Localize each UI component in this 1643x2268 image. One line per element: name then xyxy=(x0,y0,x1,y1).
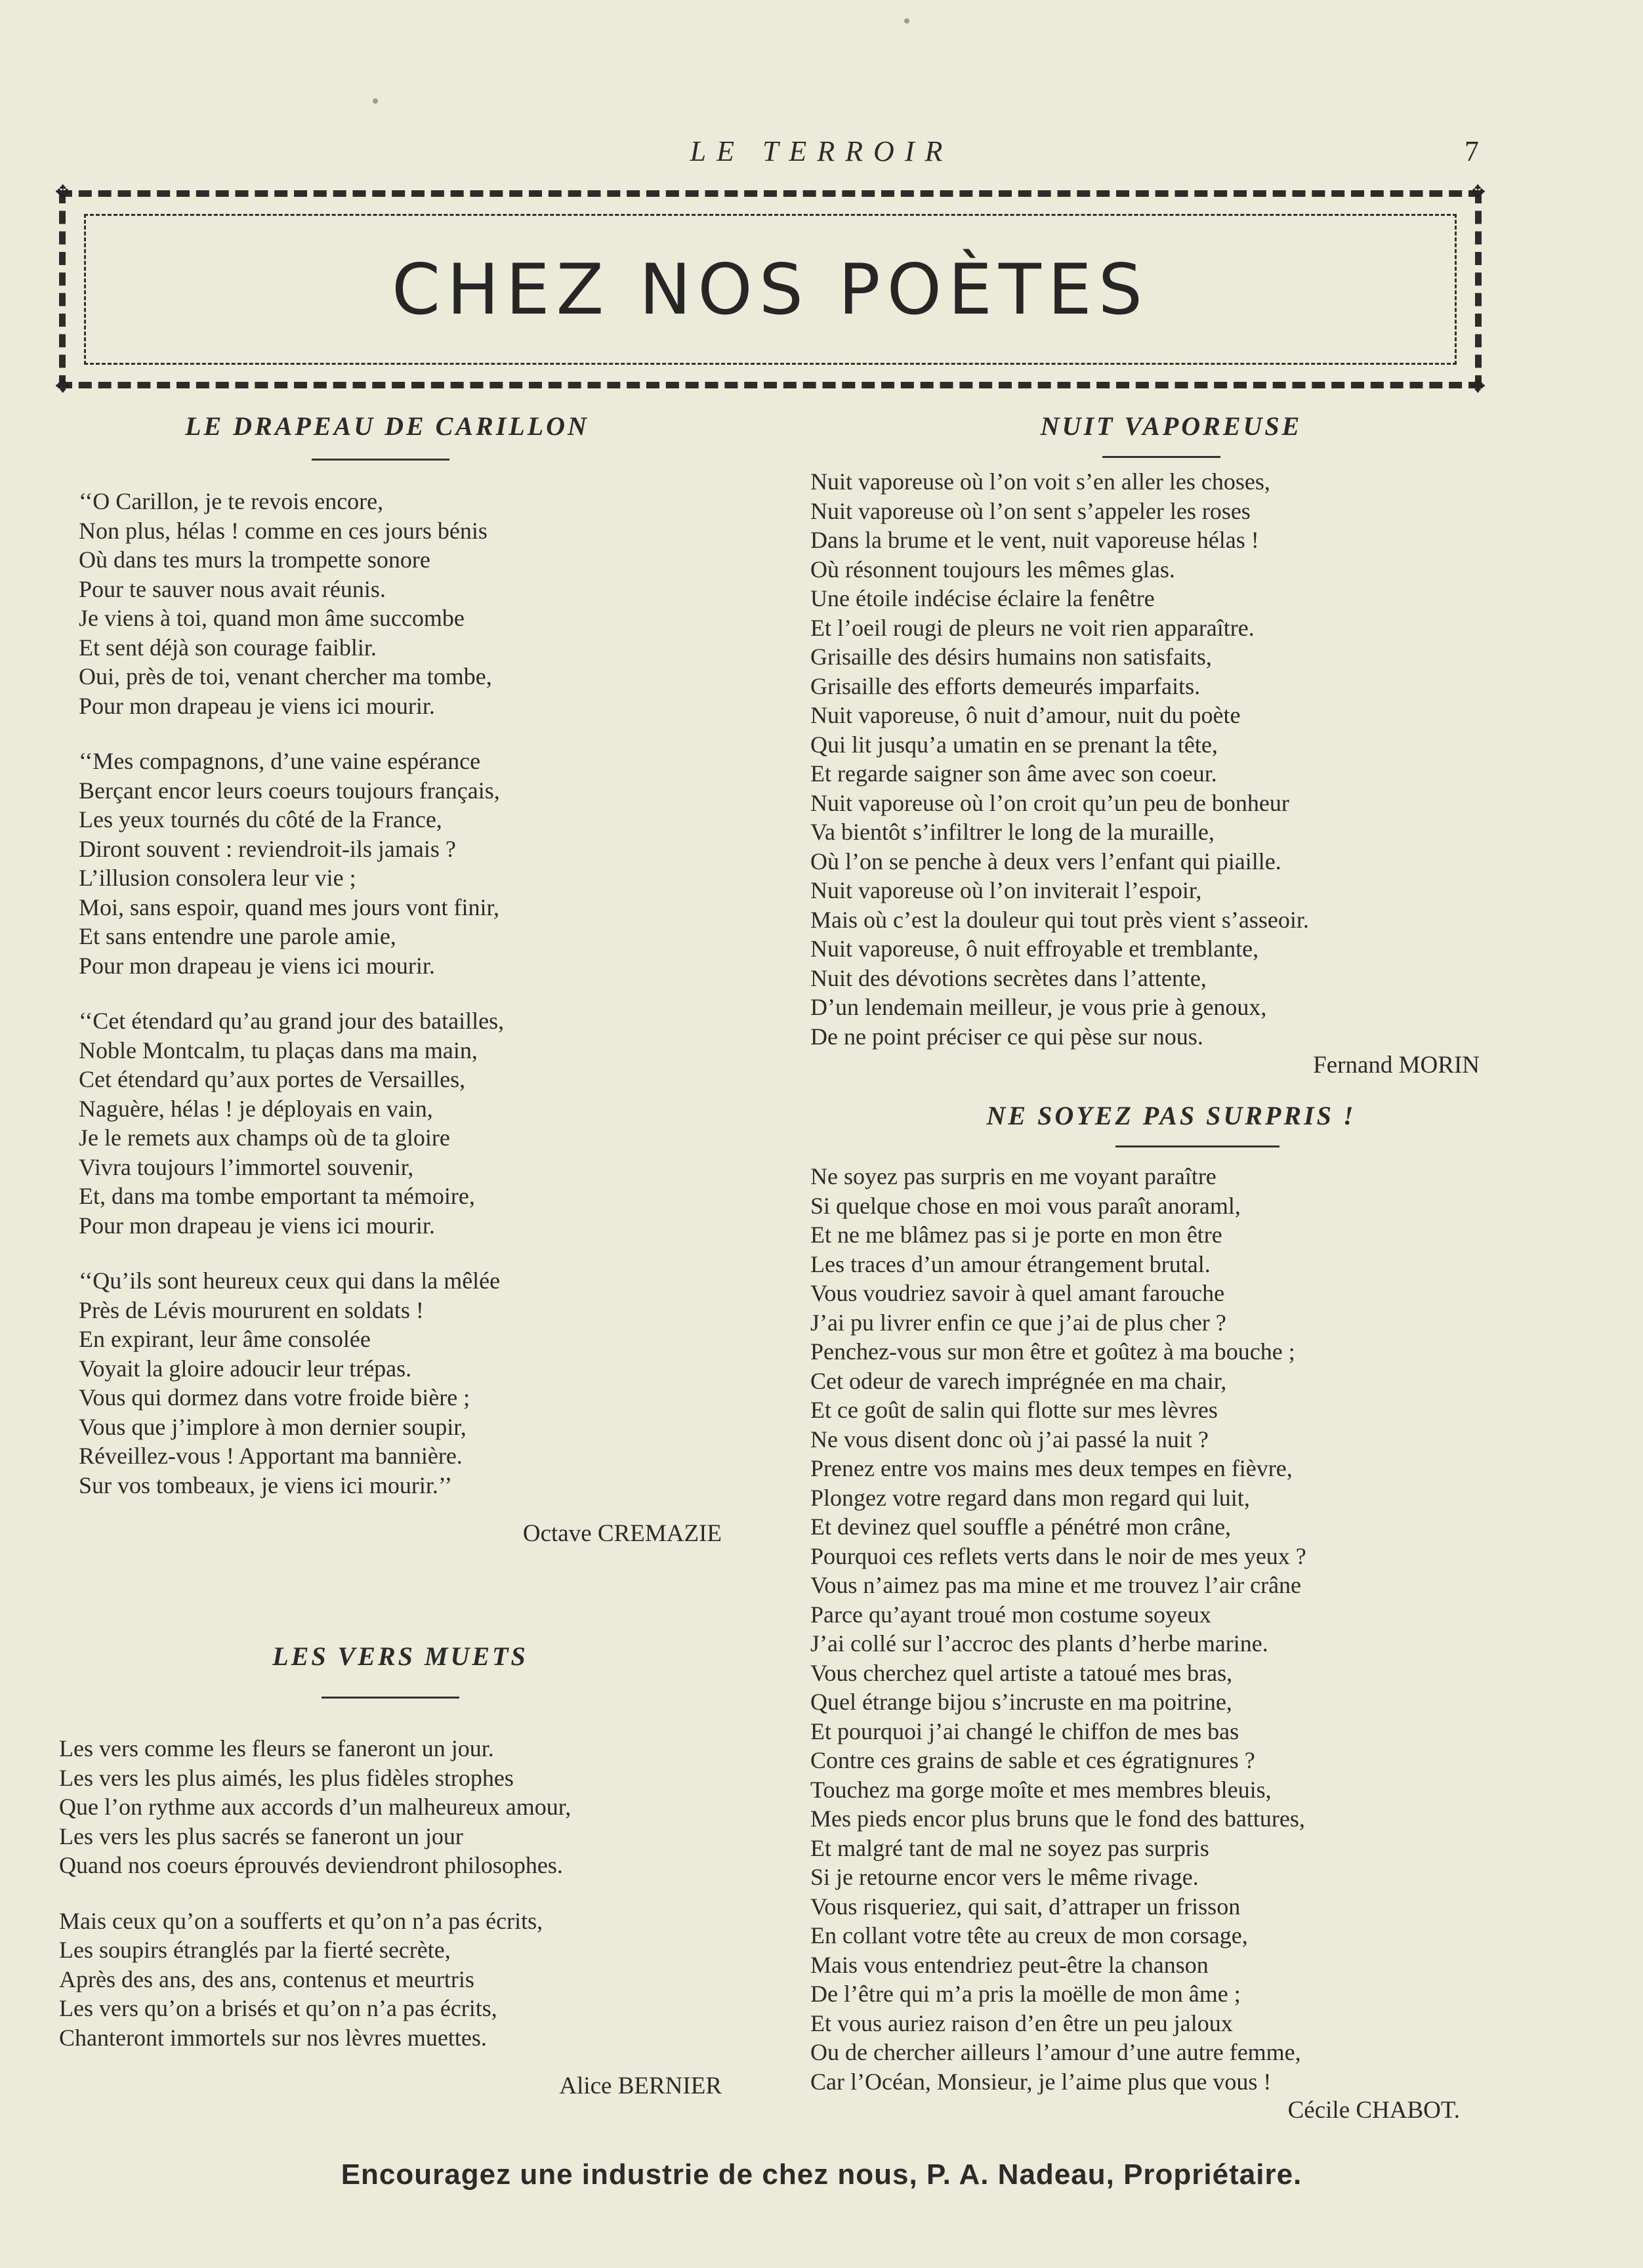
verse-line: Vous n’aimez pas ma mine et me trouvez l’air crâne xyxy=(810,1572,1302,1598)
verse-line: Pour mon drapeau je viens ici mourir. xyxy=(79,1212,435,1239)
verse-line: Nuit vaporeuse où l’on inviterait l’espoir, xyxy=(810,877,1202,903)
verse-line: Dans la brume et le vent, nuit vaporeuse hélas ! xyxy=(810,527,1259,553)
verse-line: Parce qu’ayant troué mon costume soyeux xyxy=(810,1601,1211,1628)
verse-line: Pourquoi ces reflets verts dans le noir de mes yeux ? xyxy=(810,1542,1306,1569)
verse-line: Où dans tes murs la trompette sonore xyxy=(79,546,430,573)
verse-line: Et ne me blâmez pas si je porte en mon être xyxy=(810,1222,1222,1248)
verse-line: Les vers les plus sacrés se faneront un jour xyxy=(59,1823,463,1849)
verse-line: Et devinez quel souffle a pénétré mon crâne, xyxy=(810,1514,1232,1540)
verse-line: Grisaille des efforts demeurés imparfaits. xyxy=(810,672,1201,699)
verse-line: Sur vos tombeaux, je viens ici mourir.’’ xyxy=(79,1472,453,1498)
verse-line: Mais vous entendriez peut-être la chanson xyxy=(810,1951,1209,1978)
corner-ornament-icon: ✥ xyxy=(55,377,71,397)
verse-line: En expirant, leur âme consolée xyxy=(79,1326,371,1352)
verse-line: Chanteront immortels sur nos lèvres muettes. xyxy=(59,2024,487,2051)
print-speck xyxy=(904,18,909,24)
poem-vers-muets xyxy=(59,1634,735,2101)
verse-line: Nuit vaporeuse, ô nuit effroyable et tremblante, xyxy=(810,936,1259,962)
verse-line: Naguère, hélas ! je déployais en vain, xyxy=(79,1095,433,1122)
verse-line: Vous risqueriez, qui sait, d’attraper un frisson xyxy=(810,1893,1241,1920)
stanza xyxy=(79,1006,735,1240)
stanza xyxy=(810,467,1506,1051)
verse-line: Vous que j’implore à mon dernier soupir, xyxy=(79,1413,467,1440)
verse-line: Mais ceux qu’on a soufferts et qu’on n’a pas écrits, xyxy=(59,1907,543,1934)
poem-title: LE DRAPEAU DE CARILLON xyxy=(185,411,589,441)
corner-ornament-icon: ✥ xyxy=(55,182,71,203)
verse-line: De ne point préciser ce qui pèse sur nous. xyxy=(810,1023,1203,1050)
verse-line: Les vers comme les fleurs se faneront un jour. xyxy=(59,1735,494,1762)
verse-line: Et ce goût de salin qui flotte sur mes lèvres xyxy=(810,1397,1218,1423)
banner-inner-border xyxy=(84,214,1457,365)
verse-line: Si je retourne encor vers le même rivage. xyxy=(810,1864,1199,1890)
verse-line: Réveillez-vous ! Apportant ma bannière. xyxy=(79,1443,463,1469)
verse-line: Les vers les plus aimés, les plus fidèles strophes xyxy=(59,1764,514,1791)
verse-line: Prenez entre vos mains mes deux tempes en fièvre, xyxy=(810,1455,1293,1481)
verse-line: Nuit vaporeuse où l’on voit s’en aller les choses, xyxy=(810,468,1270,495)
verse-line: Les vers qu’on a brisés et qu’on n’a pas écrits, xyxy=(59,1995,497,2021)
verse-line: L’illusion consolera leur vie ; xyxy=(79,865,356,891)
verse-line: Nuit vaporeuse où l’on croit qu’un peu de bonheur xyxy=(810,789,1289,816)
poem-author: Fernand MORIN xyxy=(1313,1052,1480,1079)
verse-line: Je viens à toi, quand mon âme succombe xyxy=(79,605,465,631)
running-head xyxy=(0,134,1643,174)
verse-line: En collant votre tête au creux de mon corsage, xyxy=(810,1922,1248,1948)
verse-line: Pour te sauver nous avait réunis. xyxy=(79,575,386,602)
verse-line: Ne vous disent donc où j’ai passé la nuit ? xyxy=(810,1426,1209,1453)
journal-title: LE TERROIR xyxy=(690,135,953,167)
verse-line: J’ai pu livrer enfin ce que j’ai de plus cher ? xyxy=(810,1309,1226,1336)
verse-line: Vivra toujours l’immortel souvenir, xyxy=(79,1153,414,1180)
verse-line: Les soupirs étranglés par la fierté secrète, xyxy=(59,1937,451,1963)
poem-author: Octave CREMAZIE xyxy=(522,1520,722,1547)
verse-line: D’un lendemain meilleur, je vous prie à genoux, xyxy=(810,994,1267,1020)
corner-ornament-icon: ✥ xyxy=(1470,182,1486,203)
verse-line: ‘‘O Carillon, je te revois encore, xyxy=(79,488,384,514)
verse-line: Cet étendard qu’aux portes de Versailles, xyxy=(79,1066,466,1092)
verse-line: Mais où c’est la douleur qui tout près vient s’asseoir. xyxy=(810,906,1309,933)
corner-ornament-icon: ✥ xyxy=(1470,377,1486,397)
verse-line: Les yeux tournés du côté de la France, xyxy=(79,806,442,833)
verse-line: Oui, près de toi, venant chercher ma tombe, xyxy=(79,663,492,690)
verse-line: Ne soyez pas surpris en me voyant paraître xyxy=(810,1163,1217,1189)
verse-line: J’ai collé sur l’accroc des plants d’herbe marine. xyxy=(810,1630,1268,1657)
verse-line: Et l’oeil rougi de pleurs ne voit rien apparaître. xyxy=(810,614,1255,641)
verse-line: ‘‘Qu’ils sont heureux ceux qui dans la mêlée xyxy=(79,1268,501,1294)
verse-line: Diront souvent : reviendroit-ils jamais ? xyxy=(79,835,456,862)
poem-title: NE SOYEZ PAS SURPRIS ! xyxy=(986,1101,1356,1130)
verse-line: Pour mon drapeau je viens ici mourir. xyxy=(79,692,435,719)
poem-title: NUIT VAPOREUSE xyxy=(1040,411,1302,441)
verse-line: Et sans entendre une parole amie, xyxy=(79,923,396,949)
stanza xyxy=(59,1734,735,1880)
verse-line: Va bientôt s’infiltrer le long de la muraille, xyxy=(810,819,1215,845)
left-column xyxy=(59,403,735,2101)
verse-line: Pour mon drapeau je viens ici mourir. xyxy=(79,952,435,979)
verse-line: Penchez-vous sur mon être et goûtez à ma bouche ; xyxy=(810,1338,1295,1365)
footer-advertisement: Encouragez une industrie de chez nous, P. A. Nadeau, Propriétaire. xyxy=(341,2158,1302,2191)
poem-author: Alice BERNIER xyxy=(559,2072,722,2099)
verse-line: Non plus, hélas ! comme en ces jours bénis xyxy=(79,517,488,544)
verse-line: Ou de chercher ailleurs l’amour d’une autre femme, xyxy=(810,2039,1301,2065)
verse-line: Que l’on rythme aux accords d’un malheureux amour, xyxy=(59,1794,572,1820)
verse-line: ‘‘Cet étendard qu’au grand jour des batailles, xyxy=(79,1008,505,1034)
right-column xyxy=(810,403,1506,2125)
stanza xyxy=(79,747,735,980)
poem-nuit-vaporeuse xyxy=(810,403,1506,1080)
print-speck xyxy=(373,98,378,104)
poem-author: Cécile CHABOT. xyxy=(1287,2097,1460,2124)
verse-line: Contre ces grains de sable et ces égratignures ? xyxy=(810,1747,1255,1773)
page-number: 7 xyxy=(1465,135,1479,167)
verse-line: Cet odeur de varech imprégnée en ma chair, xyxy=(810,1367,1227,1394)
verse-line: Nuit vaporeuse, ô nuit d’amour, nuit du poète xyxy=(810,702,1241,728)
verse-line: Moi, sans espoir, quand mes jours vont finir, xyxy=(79,894,500,920)
verse-line: Berçant encor leurs coeurs toujours français, xyxy=(79,777,500,804)
verse-line: Une étoile indécise éclaire la fenêtre xyxy=(810,585,1155,611)
verse-line: Et malgré tant de mal ne soyez pas surpris xyxy=(810,1834,1209,1861)
section-banner xyxy=(55,182,1486,397)
verse-line: Voyait la gloire adoucir leur trépas. xyxy=(79,1355,412,1382)
verse-line: Quand nos coeurs éprouvés deviendront philosophes. xyxy=(59,1852,563,1878)
stanza xyxy=(79,487,735,720)
verse-line: Plongez votre regard dans mon regard qui luit, xyxy=(810,1484,1250,1511)
verse-line: Si quelque chose en moi vous paraît anoraml, xyxy=(810,1192,1241,1219)
verse-line: Car l’Océan, Monsieur, je l’aime plus que vous ! xyxy=(810,2068,1272,2095)
verse-line: Les traces d’un amour étrangement brutal. xyxy=(810,1250,1211,1277)
verse-line: Mes pieds encor plus bruns que le fond des battures, xyxy=(810,1805,1305,1832)
verse-line: Et regarde saigner son âme avec son coeur. xyxy=(810,760,1217,787)
verse-line: ‘‘Mes compagnons, d’une vaine espérance xyxy=(79,748,481,774)
verse-line: Grisaille des désirs humains non satisfaits, xyxy=(810,644,1212,670)
poem-ne-soyez-pas-surpris xyxy=(810,1093,1506,2125)
verse-line: Après des ans, des ans, contenus et meurtris xyxy=(59,1966,474,1992)
verse-line: Et pourquoi j’ai changé le chiffon de mes bas xyxy=(810,1718,1239,1744)
verse-line: Touchez ma gorge moîte et mes membres bleuis, xyxy=(810,1776,1272,1803)
stanza xyxy=(79,1266,735,1500)
verse-line: Noble Montcalm, tu plaças dans ma main, xyxy=(79,1037,478,1063)
verse-line: Nuit vaporeuse où l’on sent s’appeler les roses xyxy=(810,497,1251,524)
verse-line: Quel étrange bijou s’incruste en ma poitrine, xyxy=(810,1689,1232,1715)
verse-line: Et sent déjà son courage faiblir. xyxy=(79,634,377,661)
verse-line: Où l’on se penche à deux vers l’enfant qui piaille. xyxy=(810,848,1281,875)
stanza xyxy=(59,1907,735,2053)
verse-line: Qui lit jusqu’a umatin en se prenant la tête, xyxy=(810,731,1218,758)
poem-title: LES VERS MUETS xyxy=(272,1641,528,1671)
verse-line: Où résonnent toujours les mêmes glas. xyxy=(810,556,1175,583)
stanza xyxy=(810,1162,1506,2096)
verse-line: Et vous auriez raison d’en être un peu jaloux xyxy=(810,2010,1233,2036)
verse-line: Et, dans ma tombe emportant ta mémoire, xyxy=(79,1183,475,1209)
section-title: CHEZ NOS POÈTES xyxy=(391,249,1150,330)
verse-line: Vous voudriez savoir à quel amant farouche xyxy=(810,1280,1225,1306)
verse-line: De l’être qui m’a pris la moëlle de mon âme ; xyxy=(810,1981,1241,2007)
verse-line: Vous cherchez quel artiste a tatoué mes bras, xyxy=(810,1659,1233,1686)
verse-line: Nuit des dévotions secrètes dans l’attente, xyxy=(810,964,1207,991)
verse-line: Vous qui dormez dans votre froide bière ; xyxy=(79,1384,470,1411)
verse-line: Je le remets aux champs où de ta gloire xyxy=(79,1124,450,1151)
poem-drapeau xyxy=(79,403,735,1548)
verse-line: Près de Lévis moururent en soldats ! xyxy=(79,1296,424,1323)
